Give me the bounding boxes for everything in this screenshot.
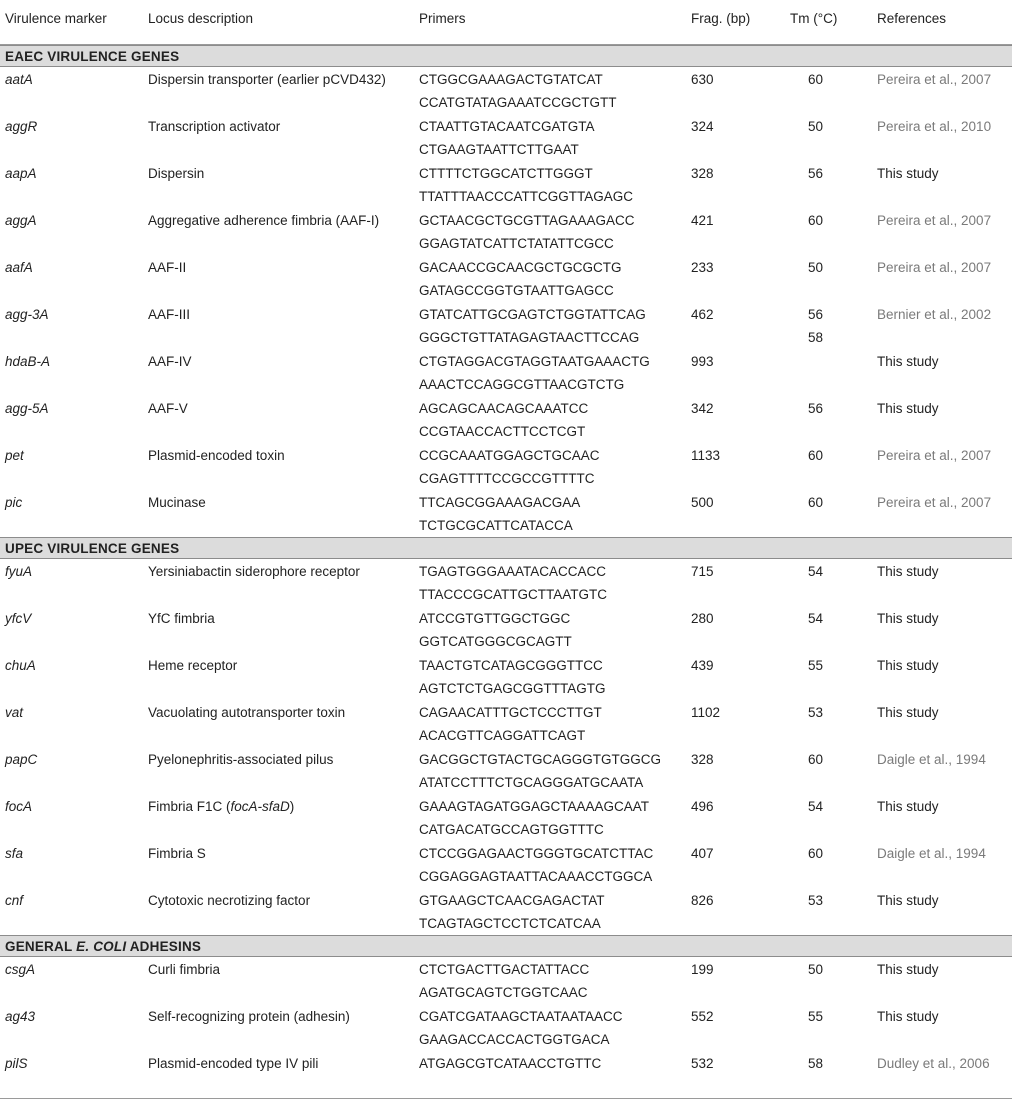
virulence-marker: aggR (5, 119, 38, 134)
primer-forward: ATCCGTGTTGGCTGGC (419, 611, 571, 626)
header-frag: Frag. (bp) (691, 11, 751, 26)
primer-forward: AGCAGCAACAGCAAATCC (419, 401, 589, 416)
virulence-marker: yfcV (5, 611, 32, 626)
virulence-marker: aapA (5, 166, 37, 181)
table-row (0, 114, 1012, 161)
tm-value: 50 (808, 119, 824, 134)
locus-description: Vacuolating autotransporter toxin (148, 705, 346, 720)
tm-value: 54 (808, 564, 824, 579)
fragment-size: 324 (691, 119, 714, 134)
primer-forward: GTATCATTGCGAGTCTGGTATTCAG (419, 307, 646, 322)
virulence-marker: focA (5, 799, 33, 814)
locus-description: Dispersin (148, 166, 205, 181)
tm-value: 60 (808, 846, 824, 861)
tm-value: 56 (808, 307, 824, 322)
primer-reverse: AGATGCAGTCTGGTCAAC (419, 985, 588, 1000)
reference[interactable]: Pereira et al., 2007 (877, 448, 992, 463)
table-row (0, 653, 1012, 700)
primer-reverse: CGAGTTTTCCGCCGTTTTC (419, 471, 595, 486)
fragment-size: 552 (691, 1009, 714, 1024)
header-references: References (877, 11, 947, 26)
reference: This study (877, 893, 939, 908)
virulence-marker: aafA (5, 260, 33, 275)
primer-forward: GAAAGTAGATGGAGCTAAAAGCAAT (419, 799, 650, 814)
tm-value: 60 (808, 752, 824, 767)
table-row (0, 888, 1012, 935)
virulence-marker: chuA (5, 658, 36, 673)
table-row (0, 302, 1012, 349)
reference: This study (877, 1009, 939, 1024)
fragment-size: 462 (691, 307, 714, 322)
tm-value: 56 (808, 401, 824, 416)
locus-description: Mucinase (148, 495, 206, 510)
tm-value: 60 (808, 213, 824, 228)
fragment-size: 328 (691, 752, 714, 767)
primer-reverse: TTACCCGCATTGCTTAATGTC (419, 587, 607, 602)
reference: This study (877, 962, 939, 977)
section-title: EAEC VIRULENCE GENES (5, 49, 180, 64)
fragment-size: 439 (691, 658, 714, 673)
primer-reverse: CCGTAACCACTTCCTCGT (419, 424, 586, 439)
primer-reverse: AGTCTCTGAGCGGTTTAGTG (419, 681, 606, 696)
virulence-marker: sfa (5, 846, 24, 861)
reference[interactable]: Bernier et al., 2002 (877, 307, 992, 322)
table-row (0, 559, 1012, 606)
reference: This study (877, 705, 939, 720)
primer-forward: ATGAGCGTCATAACCTGTTC (419, 1056, 602, 1071)
tm-value: 54 (808, 611, 824, 626)
locus-description: Plasmid-encoded type IV pili (148, 1056, 319, 1071)
primer-reverse: CATGACATGCCAGTGGTTTC (419, 822, 604, 837)
primer-forward: GACAACCGCAACGCTGCGCTG (419, 260, 622, 275)
virulence-marker: cnf (5, 893, 24, 908)
table-body (0, 45, 1012, 1098)
locus-description: AAF-II (148, 260, 187, 275)
table-row (0, 443, 1012, 490)
primer-forward: CCGCAAATGGAGCTGCAAC (419, 448, 600, 463)
reference[interactable]: Pereira et al., 2010 (877, 119, 992, 134)
locus-description: Cytotoxic necrotizing factor (148, 893, 311, 908)
table-row (0, 396, 1012, 443)
primer-forward: CGATCGATAAGCTAATAATAACC (419, 1009, 623, 1024)
tm-value: 58 (808, 1056, 824, 1071)
fragment-size: 500 (691, 495, 714, 510)
reference: This study (877, 799, 939, 814)
reference: This study (877, 401, 939, 416)
header-virulence-marker: Virulence marker (5, 11, 107, 26)
locus-description: Fimbria S (148, 846, 206, 861)
fragment-size: 280 (691, 611, 714, 626)
table-row (0, 606, 1012, 653)
fragment-size: 328 (691, 166, 714, 181)
fragment-size: 630 (691, 72, 714, 87)
primer-forward: GCTAACGCTGCGTTAGAAAGACC (419, 213, 635, 228)
primer-forward: CTCTGACTTGACTATTACC (419, 962, 590, 977)
primer-reverse: AAACTCCAGGCGTTAACGTCTG (419, 377, 625, 392)
fragment-size: 826 (691, 893, 714, 908)
reference: This study (877, 564, 939, 579)
fragment-size: 532 (691, 1056, 714, 1071)
table-row (0, 490, 1012, 537)
reference: This study (877, 658, 939, 673)
locus-description: Heme receptor (148, 658, 238, 673)
reference: This study (877, 166, 939, 181)
virulence-marker: papC (5, 752, 38, 767)
reference[interactable]: Daigle et al., 1994 (877, 846, 986, 861)
reference[interactable]: Dudley et al., 2006 (877, 1056, 990, 1071)
primer-forward: GACGGCTGTACTGCAGGGTGTGGCG (419, 752, 661, 767)
locus-description: Fimbria F1C (focA-sfaD) (148, 799, 295, 814)
primer-forward: TAACTGTCATAGCGGGTTCC (419, 658, 603, 673)
virulence-marker: agg-5A (5, 401, 49, 416)
locus-description: AAF-IV (148, 354, 192, 369)
table-row (0, 161, 1012, 208)
primer-forward: CTTTTCTGGCATCTTGGGT (419, 166, 593, 181)
fragment-size: 233 (691, 260, 714, 275)
tm-value: 55 (808, 658, 824, 673)
header-primers: Primers (419, 11, 466, 26)
primer-forward: TGAGTGGGAAATACACCACC (419, 564, 607, 579)
section-header (0, 935, 1012, 957)
locus-description: Dispersin transporter (earlier pCVD432) (148, 72, 386, 87)
primer-forward: TTCAGCGGAAAGACGAA (419, 495, 581, 510)
table-row (0, 841, 1012, 888)
primer-forward: GTGAAGCTCAACGAGACTAT (419, 893, 605, 908)
virulence-marker: fyuA (5, 564, 33, 579)
locus-description: Pyelonephritis-associated pilus (148, 752, 334, 767)
reference: This study (877, 354, 939, 369)
table-row (0, 957, 1012, 1004)
primer-reverse: GGAGTATCATTCTATATTCGCC (419, 236, 614, 251)
virulence-marker: agg-3A (5, 307, 49, 322)
tm-value: 55 (808, 1009, 824, 1024)
header-tm: Tm (°C) (790, 11, 838, 26)
primer-reverse: ACACGTTCAGGATTCAGT (419, 728, 586, 743)
tm-value: 53 (808, 705, 824, 720)
section-title: GENERAL E. COLI ADHESINS (5, 939, 202, 954)
section-title: UPEC VIRULENCE GENES (5, 541, 180, 556)
fragment-size: 715 (691, 564, 714, 579)
reference[interactable]: Daigle et al., 1994 (877, 752, 986, 767)
locus-description: AAF-III (148, 307, 191, 322)
table-row (0, 67, 1012, 114)
primer-reverse: TCAGTAGCTCCTCTCATCAA (419, 916, 601, 931)
primer-forward: CTGGCGAAAGACTGTATCAT (419, 72, 603, 87)
table-row (0, 794, 1012, 841)
primer-reverse: CCATGTATAGAAATCCGCTGTT (419, 95, 617, 110)
tm-value: 50 (808, 260, 824, 275)
fragment-size: 1102 (691, 705, 721, 720)
tm-value: 60 (808, 448, 824, 463)
virulence-marker: aggA (5, 213, 37, 228)
table-row (0, 1051, 1012, 1098)
fragment-size: 421 (691, 213, 714, 228)
section-header (0, 45, 1012, 67)
locus-description: AAF-V (148, 401, 188, 416)
tm-value: 50 (808, 962, 824, 977)
tm-value-second: 58 (808, 330, 824, 345)
primer-forward: CTAATTGTACAATCGATGTA (419, 119, 595, 134)
fragment-size: 342 (691, 401, 714, 416)
table-row (0, 208, 1012, 255)
fragment-size: 993 (691, 354, 714, 369)
fragment-size: 496 (691, 799, 714, 814)
virulence-marker: aatA (5, 72, 33, 87)
tm-value: 56 (808, 166, 824, 181)
locus-description: Transcription activator (148, 119, 281, 134)
primer-reverse: CTGAAGTAATTCTTGAAT (419, 142, 579, 157)
virulence-marker: ag43 (5, 1009, 36, 1024)
tm-value: 53 (808, 893, 824, 908)
locus-description: Aggregative adherence fimbria (AAF-I) (148, 213, 380, 228)
table-header (0, 0, 1012, 45)
table-row (0, 349, 1012, 396)
table-row (0, 747, 1012, 794)
locus-description: YfC fimbria (148, 611, 215, 626)
primer-reverse: GGGCTGTTATAGAGTAACTTCCAG (419, 330, 640, 345)
virulence-marker: vat (5, 705, 24, 720)
fragment-size: 199 (691, 962, 714, 977)
locus-description: Curli fimbria (148, 962, 221, 977)
primer-reverse: TCTGCGCATTCATACCA (419, 518, 573, 533)
primer-forward: CAGAACATTTGCTCCCTTGT (419, 705, 602, 720)
primer-reverse: CGGAGGAGTAATTACAAACCTGGCA (419, 869, 653, 884)
virulence-marker: hdaB-A (5, 354, 51, 369)
tm-value: 54 (808, 799, 824, 814)
section-header (0, 537, 1012, 559)
tm-value: 60 (808, 72, 824, 87)
table-row (0, 1004, 1012, 1051)
virulence-marker: pic (5, 495, 23, 510)
virulence-marker: pet (5, 448, 24, 463)
fragment-size: 407 (691, 846, 714, 861)
reference[interactable]: Pereira et al., 2007 (877, 495, 992, 510)
primer-reverse: GATAGCCGGTGTAATTGAGCC (419, 283, 614, 298)
primer-reverse: GAAGACCACCACTGGTGACA (419, 1032, 610, 1047)
locus-description: Yersiniabactin siderophore receptor (148, 564, 360, 579)
locus-description: Plasmid-encoded toxin (148, 448, 285, 463)
locus-description: Self-recognizing protein (adhesin) (148, 1009, 350, 1024)
fragment-size: 1133 (691, 448, 721, 463)
primer-reverse: TTATTTAACCCATTCGGTTAGAGC (419, 189, 633, 204)
reference: This study (877, 611, 939, 626)
table-row (0, 255, 1012, 302)
table-row (0, 700, 1012, 747)
virulence-marker: pilS (5, 1056, 28, 1071)
tm-value: 60 (808, 495, 824, 510)
header-locus-description: Locus description (148, 11, 254, 26)
primer-forward: CTGTAGGACGTAGGTAATGAAACTG (419, 354, 650, 369)
reference[interactable]: Pereira et al., 2007 (877, 72, 992, 87)
virulence-marker: csgA (5, 962, 36, 977)
reference[interactable]: Pereira et al., 2007 (877, 260, 992, 275)
primer-reverse: GGTCATGGGCGCAGTT (419, 634, 572, 649)
reference[interactable]: Pereira et al., 2007 (877, 213, 992, 228)
primer-forward: CTCCGGAGAACTGGGTGCATCTTAC (419, 846, 654, 861)
primer-reverse: ATATCCTTTCTGCAGGGATGCAATA (419, 775, 644, 790)
